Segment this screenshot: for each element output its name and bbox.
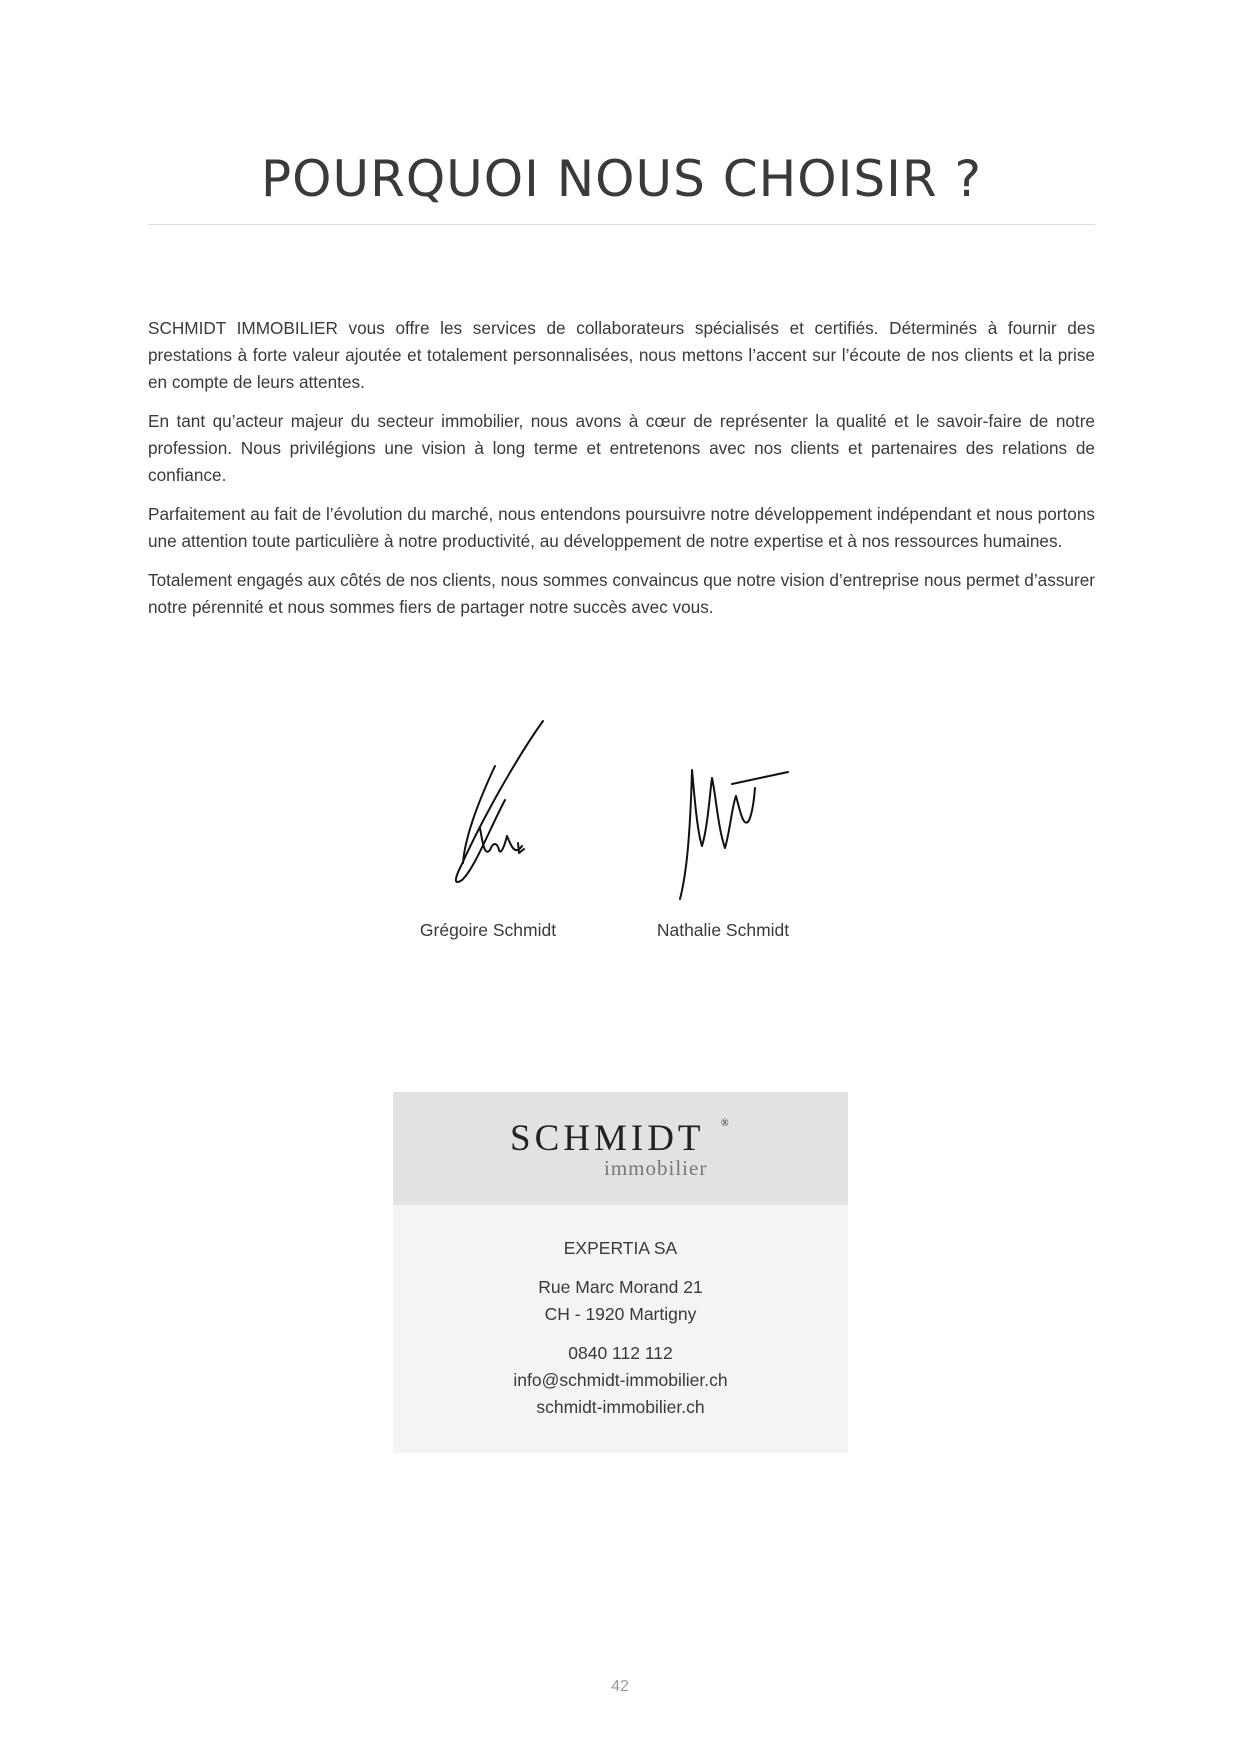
intro-text xyxy=(148,315,1095,633)
title-divider xyxy=(148,224,1095,225)
paragraph: En tant qu’acteur majeur du secteur immobilier, nous avons à cœur de représenter la qualité et le savoir-faire de notre profession. Nous privilégions une vision à long terme et entretenons avec nos clients et partenaires des relations de confiance. xyxy=(148,411,1095,485)
phone-number[interactable]: 0840 112 112 xyxy=(568,1343,673,1363)
paragraph: Parfaitement au fait de l’évolution du marché, nous entendons poursuivre notre développement indépendant et nous portons une attention toute particulière à notre productivité, au développement de notre expertise et à nos ressources humaines. xyxy=(148,504,1095,551)
signatory-name: Nathalie Schmidt xyxy=(656,920,790,940)
signatory-name: Grégoire Schmidt xyxy=(419,920,557,940)
paragraph: SCHMIDT IMMOBILIER vous offre les services de collaborateurs spécialisés et certifiés. Déterminés à fournir des prestations à forte valeur ajoutée et totalement personnalisées, nous mettons l’accent sur l’écoute de nos clients et la prise en compte de leurs attentes. xyxy=(148,318,1095,392)
page-number: 42 xyxy=(611,1678,629,1695)
page-title: POURQUOI NOUS CHOISIR ? xyxy=(260,150,983,208)
signature-nathalie xyxy=(670,766,792,902)
logo-subtitle: immobilier xyxy=(604,1156,708,1180)
contact-details xyxy=(393,1205,848,1453)
city-address: CH - 1920 Martigny xyxy=(544,1304,697,1324)
company-logo xyxy=(393,1092,848,1205)
registered-mark: ® xyxy=(721,1118,729,1129)
contact-card xyxy=(393,1092,848,1453)
website-link[interactable]: schmidt-immobilier.ch xyxy=(536,1397,705,1417)
signature-gregoire xyxy=(435,718,545,888)
email-link[interactable]: info@schmidt-immobilier.ch xyxy=(513,1370,728,1390)
street-address: Rue Marc Morand 21 xyxy=(538,1277,703,1297)
logo-brand: SCHMIDT xyxy=(510,1118,705,1159)
paragraph: Totalement engagés aux côtés de nos clients, nous sommes convaincus que notre vision d’entreprise nous permet d’assurer notre pérennité et nous sommes fiers de partager notre succès avec vous. xyxy=(148,570,1095,617)
company-name: EXPERTIA SA xyxy=(563,1238,678,1258)
